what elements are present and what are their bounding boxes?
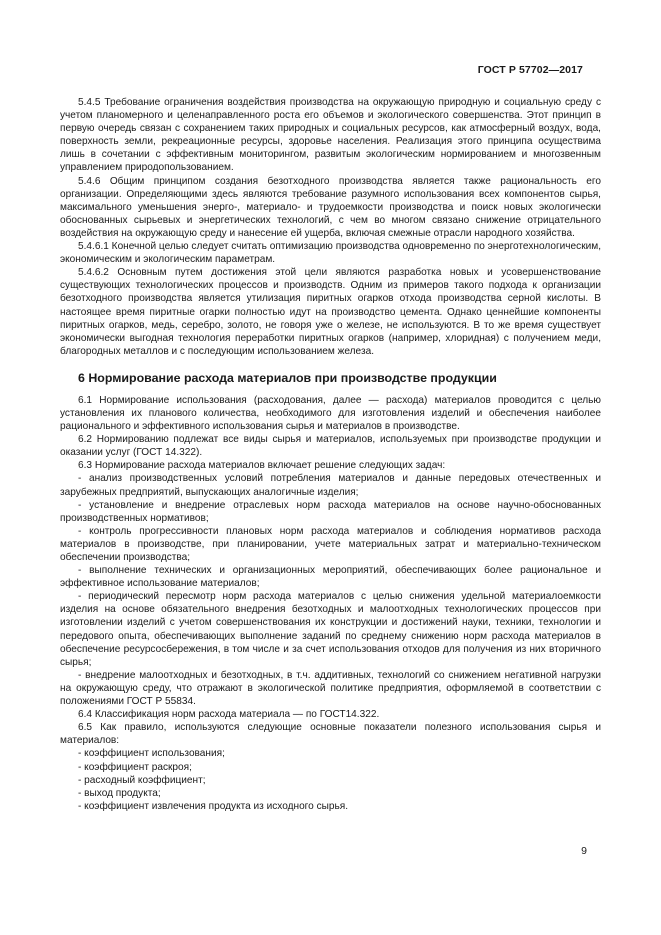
paragraph-6-5: 6.5 Как правило, используются следующие основные показатели полезного использования сырья и материалов: (60, 722, 601, 747)
paragraph-6-2: 6.2 Нормированию подлежат все виды сырья и материалов, используемых при производстве продукции и оказании услуг (ГОСТ 14.322). (60, 434, 601, 459)
list-item: - установление и внедрение отраслевых норм расхода материалов на основе научно-обоснованных производственных нормативов; (60, 499, 601, 524)
list-item: - контроль прогрессивности плановых норм расхода материалов и соблюдения нормативов расхода материалов в производстве, при планировании, учете материальных затрат и материально-техническом обеспечении производства; (60, 525, 601, 563)
list-item: - внедрение малоотходных и безотходных, в т.ч. аддитивных, технологий со снижением негативной нагрузки на окружающую среду, что отражают в экологической политике предприятия, оформляемой в соответствии с положениями ГОСТ Р 55834. (60, 669, 601, 708)
page-number: 9 (581, 845, 587, 857)
paragraph-6-1: 6.1 Нормирование использования (расходования, далее — расхода) материалов проводится с целью установления их планового количества, необходимого для изготовления изделий и обеспечения наиболее рационального и эффективного использования сырья и материалов в производстве. (60, 394, 601, 433)
paragraph-6-4: 6.4 Классификация норм расхода материала — по ГОСТ14.322. (78, 709, 380, 721)
paragraph-5-4-6-2: 5.4.6.2 Основным путем достижения этой цели являются разработка новых и усовершенствование существующих технологических процессов и производств. Одним из примеров такого подхода к организации безотходного производства является утилизация пиритных огарков отхода производства серной кислоты. В настоящее время пиритные огарки полностью идут на производство цемента. Однако ценнейшие компоненты пиритных огарков, медь, серебро, золото, не говоря уже о железе, не используются. В то же время существует экономически выгодная технология переработки пиритных огарков (например, хлоридная) с получением меди, благородных металлов и с последующим использованием железа. (60, 267, 601, 357)
list-item: - выход продукта; (78, 787, 161, 799)
list-item: - периодический пересмотр норм расхода материалов с целью снижения удельной материалоемкости изделия на основе обязательного внедрения безотходных и малоотходных технологических процессов при изготовлении изделий с учетом совершенствования их конструкции и достижений науки, техники, технологии и передового опыта, обеспечивающих выполнение заданий по среднему снижению норм расхода материалов в обеспечение ресурсосбережения, в том числе и за счет использования отходов для получения из них вторичного сырья; (60, 591, 601, 668)
list-item: - расходный коэффициент; (78, 774, 206, 786)
document-id-header: ГОСТ Р 57702—2017 (477, 64, 583, 76)
section-heading: 6 Нормирование расхода материалов при производстве продукции (78, 370, 497, 385)
list-item: - коэффициент использования; (78, 748, 225, 760)
paragraph-6-3: 6.3 Нормирование расхода материалов включает решение следующих задач: (78, 460, 446, 472)
paragraph-5-4-6-1: 5.4.6.1 Конечной целью следует считать оптимизацию производства одновременно по энерготехнологическим, экономическим и экологическим параметрам. (60, 241, 601, 266)
paragraph-5-4-6: 5.4.6 Общим принципом создания безотходного производства является также рациональность его организации. Определяющими здесь являются требование разумного использования всех компонентов сырья, максимального уменьшения энерго-, материало- и трудоемкости производства и поиск новых экологически обоснованных сырьевых и энергетических технологий, с чем во многом связано снижение отрицательного воздействия на окружающую среду и нанесение ей ущерба, включая смежные отрасли народного хозяйства. (60, 175, 601, 239)
list-item: - коэффициент раскроя; (78, 761, 192, 773)
list-item: - выполнение технических и организационных мероприятий, обеспечивающих более рациональное и эффективное использование материалов; (60, 565, 601, 590)
paragraph-5-4-5: 5.4.5 Требование ограничения воздействия производства на окружающую природную и социальную среду с учетом планомерного и целенаправленного роста его объемов и экологического совершенства. Этот принцип в первую очередь связан с сохранением таких природных и социальных ресурсов, как атмосферный воздух, вода, поверхность земли, рекреационные ресурсы, здоровье населения. Реализация этого принципа осуществима лишь в сочетании с эффективным мониторингом, развитым экологическим нормированием и многозвенным управлением природопользованием. (60, 97, 601, 174)
document-body (60, 96, 601, 813)
list-item: - анализ производственных условий потребления материалов и данные передовых отечественных и зарубежных предприятий, выпускающих аналогичные изделия; (60, 473, 601, 498)
list-item: - коэффициент извлечения продукта из исходного сырья. (78, 800, 349, 812)
